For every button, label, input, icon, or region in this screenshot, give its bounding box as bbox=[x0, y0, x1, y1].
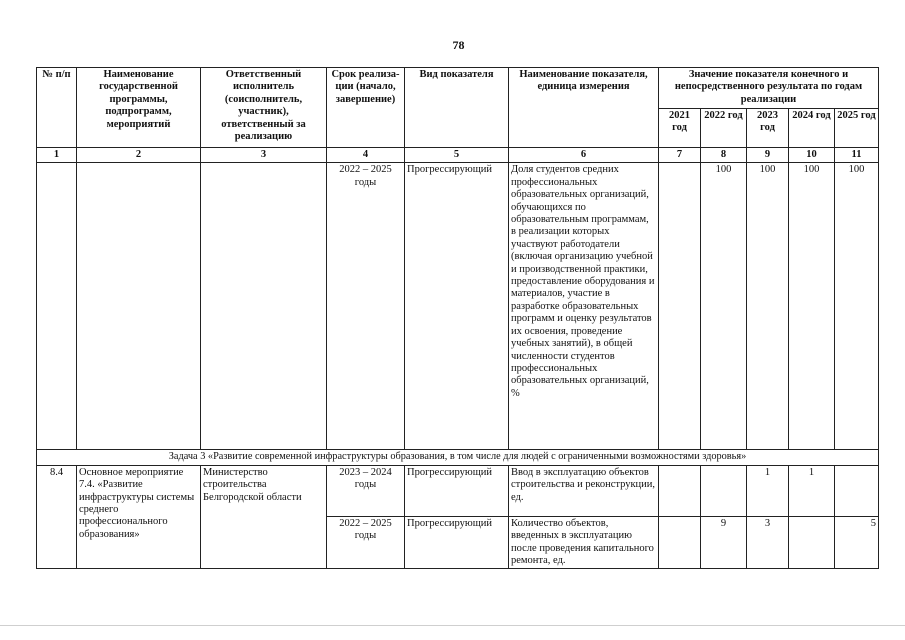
cell-type: Прогрессирующий bbox=[405, 516, 509, 569]
header-year-2023: 2023 год bbox=[747, 109, 789, 148]
header-year-2024: 2024 год bbox=[789, 109, 835, 148]
header-col-executor: Ответственный исполнитель (соисполнитель, участник), ответственный за реализацию bbox=[201, 68, 327, 148]
task-title: Задача 3 «Развитие современной инфраструктуры образования, в том числе для людей с ограниченными возможностями здоровья» bbox=[37, 450, 879, 465]
col-number: 1 bbox=[37, 148, 77, 163]
col-number: 3 bbox=[201, 148, 327, 163]
table-row bbox=[37, 163, 879, 450]
cell-2022: 100 bbox=[701, 163, 747, 450]
col-number: 6 bbox=[509, 148, 659, 163]
cell-2023: 3 bbox=[747, 516, 789, 569]
cell-executor bbox=[201, 163, 327, 450]
cell-2023: 100 bbox=[747, 163, 789, 450]
col-number: 7 bbox=[659, 148, 701, 163]
col-number: 10 bbox=[789, 148, 835, 163]
header-year-2022: 2022 год bbox=[701, 109, 747, 148]
cell-indicator: Доля студентов средних профессиональных образовательных организаций, обучающихся по образовательным программам, в реализации которых участвуют работодатели (включая организацию учебной и производственной практики, предоставление оборудования и материалов, участие в разработке образовательных программ и оценку результатов их освоения, проведение учебных занятий), в общей численности студентов профессиональных образовательных организаций, % bbox=[509, 163, 659, 450]
cell-term: 2023 – 2024 годы bbox=[327, 465, 405, 516]
cell-2025 bbox=[835, 465, 879, 516]
col-number: 5 bbox=[405, 148, 509, 163]
cell-2021 bbox=[659, 516, 701, 569]
col-number: 9 bbox=[747, 148, 789, 163]
cell-2022: 9 bbox=[701, 516, 747, 569]
cell-2025: 100 bbox=[835, 163, 879, 450]
cell-2024 bbox=[789, 516, 835, 569]
cell-2022 bbox=[701, 465, 747, 516]
cell-2023: 1 bbox=[747, 465, 789, 516]
cell-indicator: Количество объектов, введенных в эксплуатацию после проведения капитального ремонта, ед. bbox=[509, 516, 659, 569]
cell-2021 bbox=[659, 163, 701, 450]
header-year-2025: 2025 год bbox=[835, 109, 879, 148]
cell-2025: 5 bbox=[835, 516, 879, 569]
header-col-type: Вид показателя bbox=[405, 68, 509, 148]
cell-term: 2022 – 2025 годы bbox=[327, 163, 405, 450]
table-row bbox=[37, 465, 879, 516]
col-number: 4 bbox=[327, 148, 405, 163]
page-edge-line bbox=[0, 625, 905, 626]
col-number: 2 bbox=[77, 148, 201, 163]
cell-2024: 1 bbox=[789, 465, 835, 516]
header-col-name: Наименование государственной программы, подпрограмм, мероприятий bbox=[77, 68, 201, 148]
cell-2024: 100 bbox=[789, 163, 835, 450]
cell-executor: Министерство строительства Белгородской области bbox=[201, 465, 327, 569]
cell-name: Основное мероприятие 7.4. «Развитие инфраструктуры системы среднего профессионального образования» bbox=[77, 465, 201, 569]
header-row-1 bbox=[37, 68, 879, 109]
cell-indicator: Ввод в эксплуатацию объектов строительства и реконструкции, ед. bbox=[509, 465, 659, 516]
cell-name bbox=[77, 163, 201, 450]
col-number: 11 bbox=[835, 148, 879, 163]
cell-2021 bbox=[659, 465, 701, 516]
task-row bbox=[37, 450, 879, 465]
header-col-term: Срок реализа-ции (начало, завершение) bbox=[327, 68, 405, 148]
cell-num bbox=[37, 163, 77, 450]
header-year-2021: 2021 год bbox=[659, 109, 701, 148]
header-col-indicator: Наименование показателя, единица измерения bbox=[509, 68, 659, 148]
col-number: 8 bbox=[701, 148, 747, 163]
indicators-table bbox=[36, 67, 879, 569]
column-number-row bbox=[37, 148, 879, 163]
cell-term: 2022 – 2025 годы bbox=[327, 516, 405, 569]
cell-num: 8.4 bbox=[37, 465, 77, 569]
cell-type: Прогрессирующий bbox=[405, 163, 509, 450]
cell-type: Прогрессирующий bbox=[405, 465, 509, 516]
header-col-num: № п/п bbox=[37, 68, 77, 148]
header-values-group: Значение показателя конечного и непосредственного результата по годам реализации bbox=[659, 68, 879, 109]
page-number: 78 bbox=[452, 38, 465, 52]
